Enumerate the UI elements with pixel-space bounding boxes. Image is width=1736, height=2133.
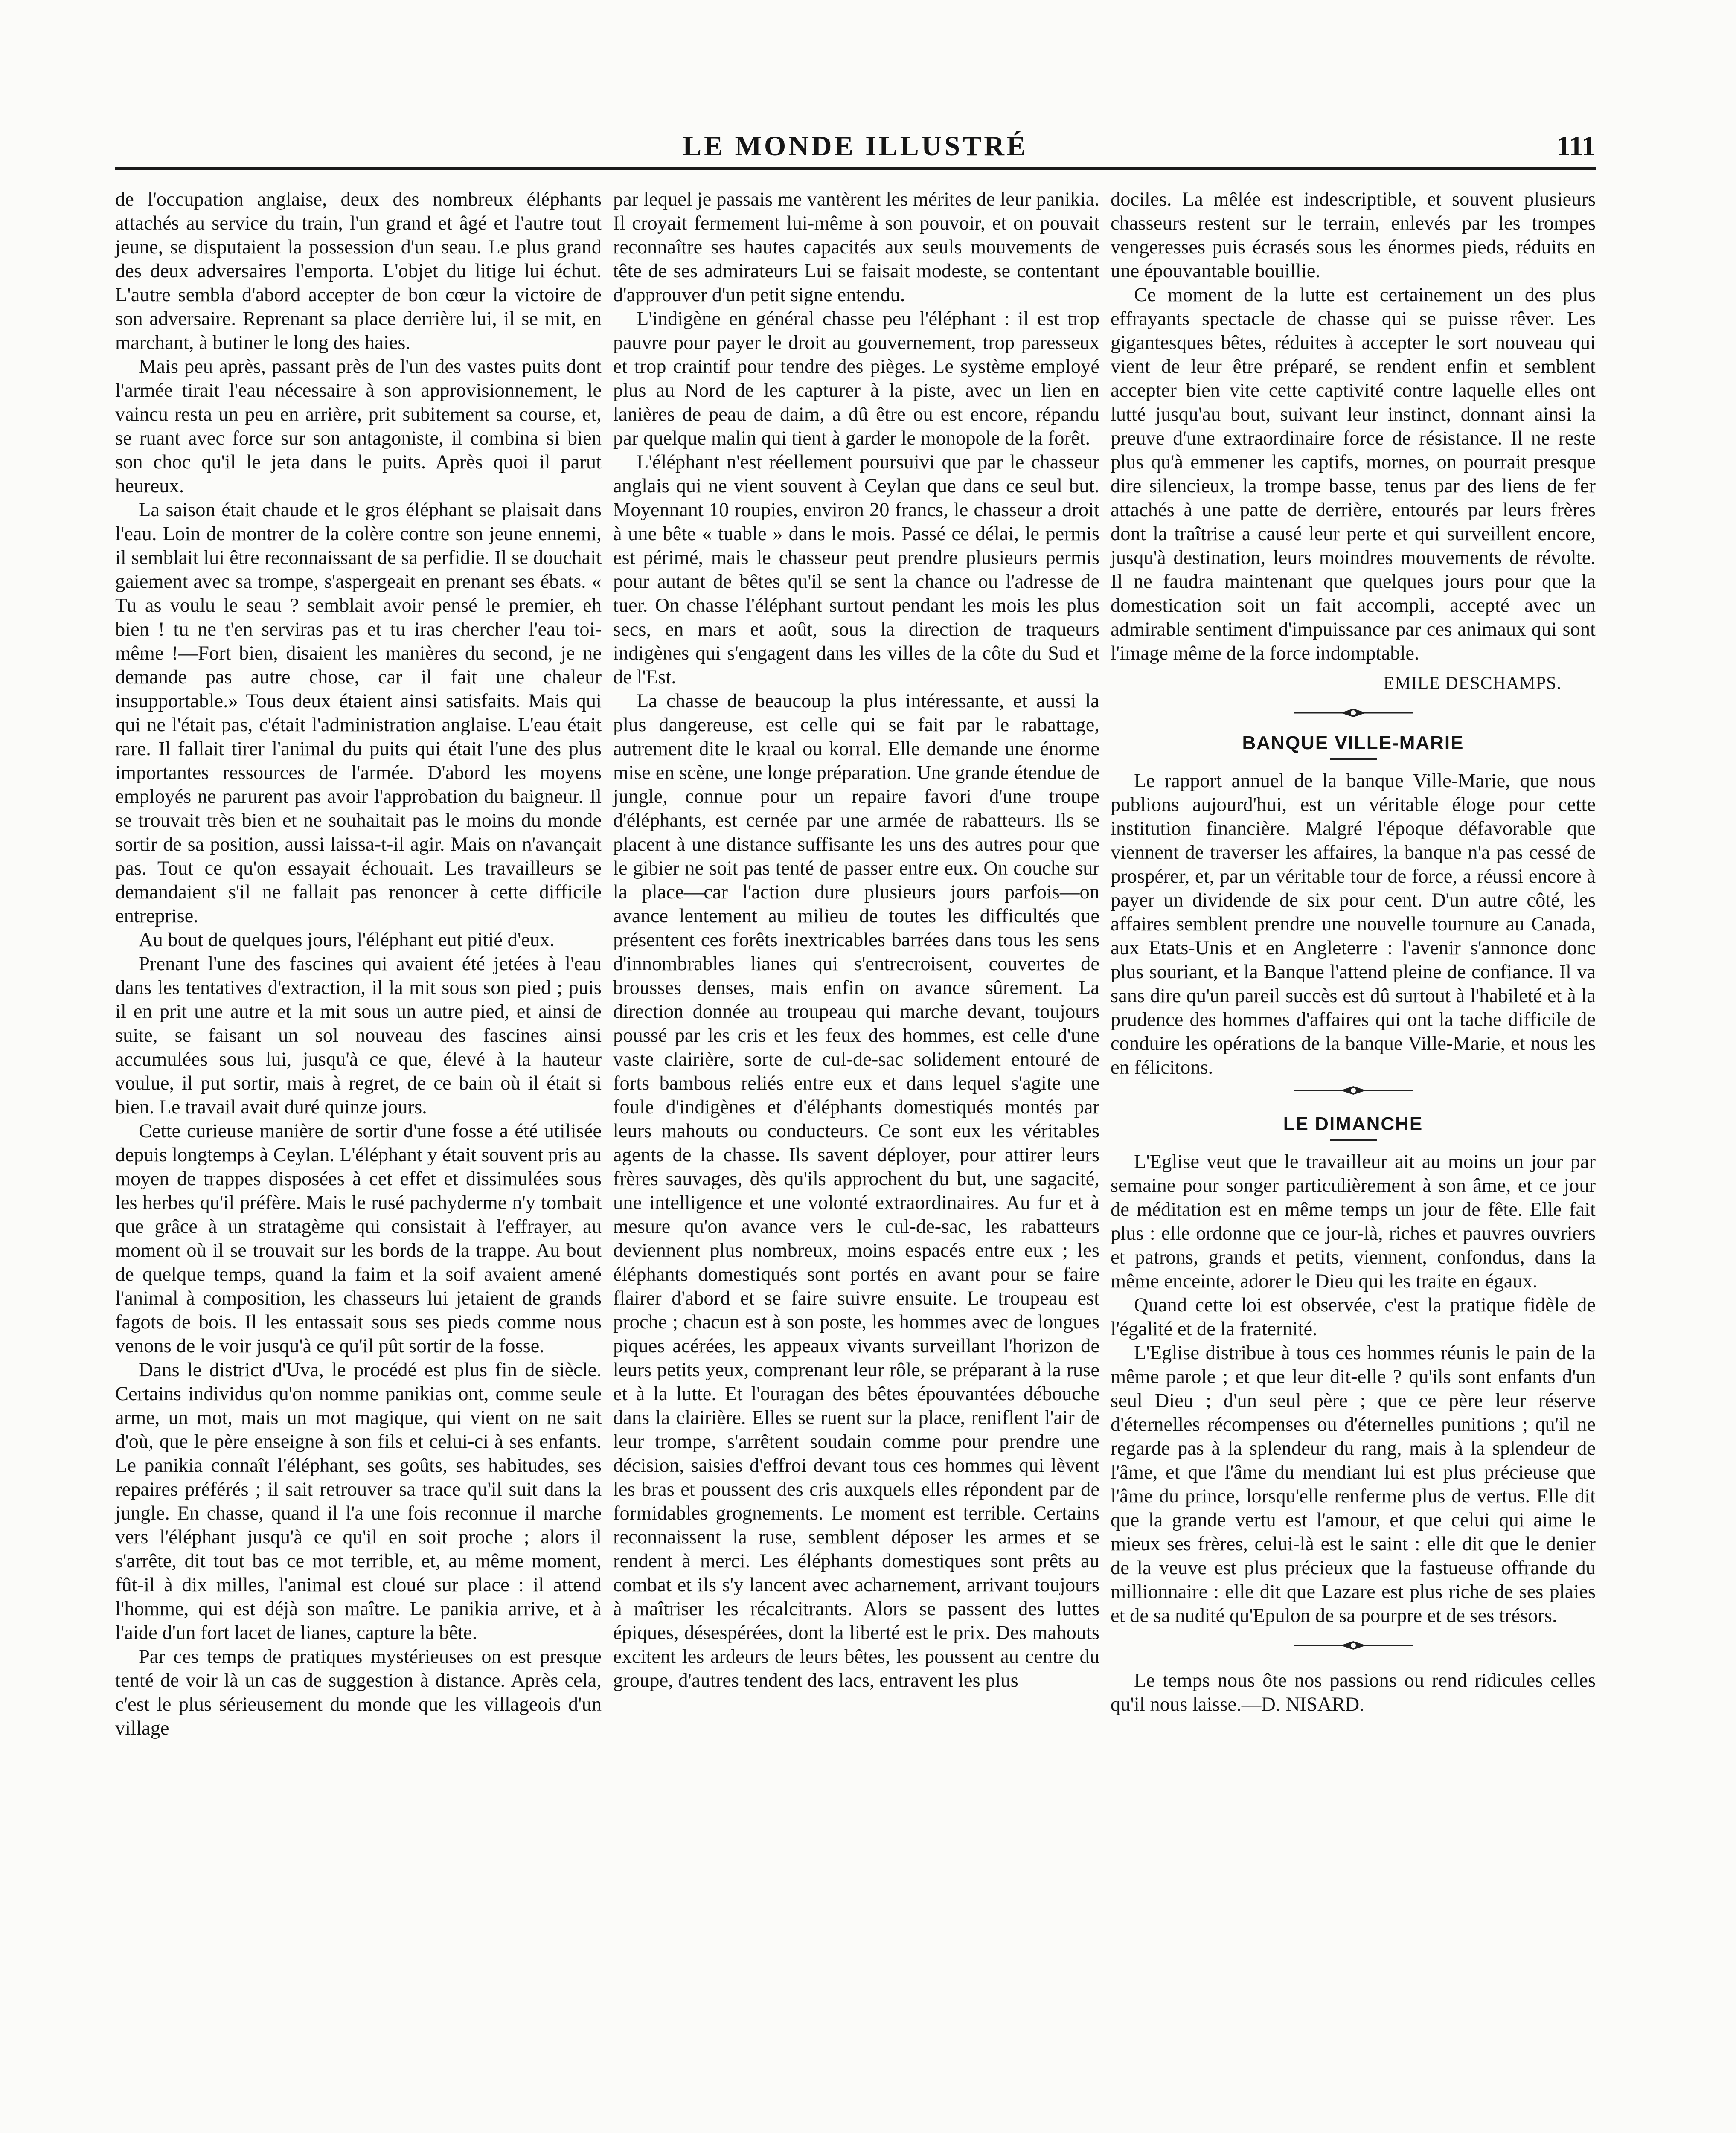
- paragraph: par lequel je passais me vantèrent les mérites de leur panikia. Il croyait fermement lui-même à son pouvoir, et on pouvait reconnaître ses hautes capacités aux seuls mouvements de tête de ses admirateurs Lui se faisait modeste, se contentant d'approuver d'un petit signe entendu.: [613, 189, 1099, 306]
- paragraph: La chasse de beaucoup la plus intéressante, et aussi la plus dangereuse, est celle qui se fait par le rabattage, autrement dite le kraal ou korral. Elle demande une énorme mise en scène, une longe préparation. Une grande étendue de jungle, connue pour un repaire favori d'une troupe d'éléphants, est cernée par une armée de rabatteurs. Ils se placent à une distance suffisante les uns des autres pour que le gibier ne soit pas tenté de passer entre eux. On couche sur la place—car l'action dure plusieurs jours parfois—on avance lentement au milieu de toutes les difficultés que présentent ces forêts inextricables barrées dans tous les sens d'innombrables lianes qui s'entrecroisent, couvertes de brousses denses, mais enfin on avance sûrement. La direction donnée au troupeau qui marche devant, toujours poussé par les cris et les feux des hommes, est celle d'une vaste clairière, sorte de cul-de-sac solidement entouré de forts bambous reliés entre eux et dans lequel s'agite une foule d'indigènes et d'éléphants domestiqués montés par leurs mahouts ou conducteurs. Ce sont eux les véritables agents de la chasse. Ils savent déployer, pour attirer leurs frères sauvages, dès qu'ils approchent du but, une sagacité, une intelligence et une volonté extraordinaires. Au fur et à mesure qu'on avance vers le cul-de-sac, les rabatteurs deviennent plus nombreux, moins espacés entre eux ; les éléphants domestiqués sont portés en avant pour se faire flairer d'abord et se faire suivre ensuite. Le troupeau est proche ; chacun est à son poste, les hommes avec de longues piques acérées, les appeaux vivants surveillant l'horizon de leurs petits yeux, comprenant leur rôle, se préparant à la ruse et à la lutte. Et l'ouragan des bêtes épouvantées débouche dans la clairière. Elles se ruent sur la place, reniflent l'air de leur trompe, s'arrêtent soudain comme pour prendre une décision, saisies d'effroi devant tous ces hommes qui lèvent les bras et poussent des cris auxquels elles répondent par de formidables grognements. Le moment est terrible. Certains reconnaissent la ruse, semblent déposer les armes et se rendent à merci. Les éléphants domestiques sont prêts au combat et ils s'y lancent avec acharnement, arrivant toujours à maîtriser les récalcitrants. Alors se passent des luttes épiques, désespérées, dont la liberté est le prix. Des mahouts excitent les ardeurs de leurs bêtes, les poussent au centre du groupe, d'autres tendent des lacs, entravent les plus: [613, 690, 1099, 1691]
- page-header: [115, 130, 1596, 177]
- column-2: [613, 188, 1099, 1693]
- paragraph: Par ces temps de pratiques mystérieuses on est presque tenté de voir là un cas de suggestion à distance. Après cela, c'est le plus sérieusement du monde que les villageois d'un village: [115, 1646, 602, 1739]
- paragraph: Cette curieuse manière de sortir d'une fosse a été utilisée depuis longtemps à Ceylan. L'éléphant y était souvent pris au moyen de trappes disposées à cet effet et dissimulées sous les herbes qu'il préfère. Mais le rusé pachyderme n'y tombait que grâce à un stratagème qui consistait à l'effrayer, au moment où il se trouvait sur les bords de la trappe. Au bout de quelque temps, quand la faim et la soif avaient amené l'animal à composition, les chasseurs lui jetaient de grands fagots de bois. Il les entassait sous ses pieds comme nous venons de le voir jusqu'à ce qu'il pût sortir de la fosse.: [115, 1120, 602, 1357]
- masthead: LE MONDE ILLUSTRÉ: [683, 131, 1028, 162]
- header-rule: [115, 167, 1596, 170]
- page-number: 111: [1556, 131, 1596, 162]
- paragraph: Mais peu après, passant près de l'un des vastes puits dont l'armée tirait l'eau nécessaire à son approvisionnement, le vaincu resta un peu en arrière, prit subitement sa course, et, se ruant avec force sur son antagoniste, il combina si bien son choc qu'il le jeta dans le puits. Après quoi il parut heureux.: [115, 356, 602, 497]
- column-1: [115, 188, 602, 1741]
- paragraph: dociles. La mêlée est indescriptible, et souvent plusieurs chasseurs restent sur le terrain, enlevés par les trompes vengeresses puis écrasés sous les énormes pieds, réduits en une épouvantable bouillie.: [1111, 189, 1596, 282]
- banque-section: [1111, 731, 1596, 1080]
- dimanche-section: [1111, 1112, 1596, 1628]
- column-3: [1111, 188, 1596, 1717]
- ornament-divider: [1285, 1084, 1422, 1097]
- paragraph: Le rapport annuel de la banque Ville-Marie, que nous publions aujourd'hui, est un véritable éloge pour cette institution financière. Malgré l'époque défavorable que viennent de traverser les affaires, la banque n'a pas cessé de prospérer, et, par un véritable tour de force, a réussi encore à payer un dividende de six pour cent. D'un autre côté, les affaires semblent prendre une nouvelle tournure au Canada, aux Etats-Unis et en Angleterre : l'avenir s'annonce donc plus souriant, et la Banque l'attend pleine de confiance. Il va sans dire qu'un pareil succès est dû surtout à l'habileté et à la prudence des hommes d'affaires qui ont la tache difficile de conduire les opérations de la banque Ville-Marie, et nous les en félicitons.: [1111, 770, 1596, 1078]
- paragraph: L'Eglise veut que le travailleur ait au moins un jour par semaine pour songer particulièrement à son âme, et ce jour de méditation est en même temps un jour de fête. Elle fait plus : elle ordonne que ce jour-là, riches et pauvres ouvriers et patrons, grands et petits, viennent, confondus, dans la même enceinte, adorer le Dieu qui les traite en égaux.: [1111, 1151, 1596, 1292]
- paragraph: La saison était chaude et le gros éléphant se plaisait dans l'eau. Loin de montrer de la colère contre son jeune ennemi, il semblait lui être reconnaissant de sa perfidie. Il se douchait gaiement avec sa trompe, s'aspergeait en prenant ses ébats. « Tu as voulu le seau ? semblait avoir pensé le premier, eh bien ! tu ne t'en serviras pas et tu iras chercher l'eau toi-même !—Fort bien, disaient les manières du second, je ne demande pas autre chose, car il fait une chaleur insupportable.» Tous deux étaient ainsi satisfaits. Mais qui qui ne l'était pas, c'était l'administration anglaise. L'eau était rare. Il fallait tirer l'animal du puits qui était l'une des plus importantes ressources de l'armée. D'abord les moyens employés ne parurent pas avoir l'approbation du baigneur. Il se trouvait très bien et ne souhaitait pas le moins du monde sortir de sa position, aussi laissa-t-il agir. Mais on n'avançait pas. Tout ce qu'on essayait échouait. Les travailleurs se demandaient s'il ne fallait pas renoncer à cette difficile entreprise.: [115, 499, 602, 927]
- paragraph: Quand cette loi est observée, c'est la pratique fidèle de l'égalité et de la fraternité.: [1111, 1294, 1596, 1340]
- ornament-divider: [1285, 1639, 1422, 1652]
- paragraph: de l'occupation anglaise, deux des nombreux éléphants attachés au service du train, l'un grand et âgé et l'autre tout jeune, se disputaient la possession d'un seau. Le plus grand des deux adversaires l'emporta. L'objet du litige lui échut. L'autre sembla d'abord accepter de bon cœur la victoire de son adversaire. Reprenant sa place derrière lui, il se mit, en marchant, à butiner le long des haies.: [115, 189, 602, 354]
- title-underline: [1330, 1139, 1377, 1141]
- section-title-banque: BANQUE VILLE-MARIE: [1242, 732, 1464, 753]
- article-signature: EMILE DESCHAMPS.: [1383, 674, 1562, 693]
- closing-quote: Le temps nous ôte nos passions ou rend ridicules celles qu'il nous laisse.—D. NISARD.: [1111, 1670, 1596, 1715]
- paragraph: L'Eglise distribue à tous ces hommes réunis le pain de la même parole ; et que leur dit-elle ? qu'ils sont enfants d'un seul Dieu ; d'un seul père ; que ce père leur réserve d'éternelles récompenses ou d'éternelles punitions ; qu'il ne regarde pas à la splendeur du rang, mais à la splendeur de l'âme, et que l'âme du mendiant lui est plus précieuse que l'âme du prince, lorsqu'elle renferme plus de vertus. Elle dit que la grande vertu est l'amour, et que celui qui aime le mieux ses frères, celui-là est le saint : elle dit que le denier de la veuve est plus précieux que la fastueuse offrande du millionnaire : elle dit que Lazare est plus riche de ses plaies et de sa nudité qu'Epulon de sa pourpre et de ses trésors.: [1111, 1342, 1596, 1627]
- paragraph: L'indigène en général chasse peu l'éléphant : il est trop pauvre pour payer le droit au gouvernement, trop paresseux et trop craintif pour tendre des pièges. Le système employé plus au Nord de les capturer à la piste, avec un lien en lanières de peau de daim, a dû être ou est encore, répandu par quelque malin qui tient à garder le monopole de la forêt.: [613, 308, 1099, 449]
- paragraph: Dans le district d'Uva, le procédé est plus fin de siècle. Certains individus qu'on nomme panikias ont, comme seule arme, un mot, mais un mot magique, qui vient on ne sait d'où, que le père enseigne à son fils et celui-ci à ses enfants. Le panikia connaît l'éléphant, ses goûts, ses habitudes, ses repaires préférés ; il sait retrouver sa trace qu'il suit dans la jungle. En chasse, quand il l'a une fois reconnue il marche vers l'éléphant jusqu'à ce qu'il en soit proche ; alors il s'arrête, dit tout bas ce mot terrible, et, au même moment, fût-il à dix milles, l'animal est cloué sur place : il attend l'homme, qui est déjà son maître. Le panikia arrive, et à l'aide d'un fort lacet de lianes, capture la bête.: [115, 1359, 602, 1644]
- section-title-dimanche: LE DIMANCHE: [1283, 1113, 1423, 1134]
- title-underline: [1330, 758, 1377, 760]
- paragraph: Ce moment de la lutte est certainement un des plus effrayants spectacle de chasse qui se puisse rêver. Les gigantesques bêtes, réduites à accepter le sort nouveau qui vient de leur être préparé, se rendent enfin et semblent accepter bien vite cette captivité contre laquelle elles ont lutté jusqu'au bout, suivant leur instinct, donnant ainsi la preuve d'une extraordinaire force de résistance. Il ne reste plus qu'à emmener les captifs, mornes, on pourrait presque dire silencieux, la trompe basse, tenus par des liens de fer attachés à une patte de derrière, entourés par leurs frères dont la traîtrise a causé leur perte et qui surveillent encore, jusqu'à destination, leurs moindres mouvements de révolte. Il ne faudra maintenant que quelques jours pour que la domestication soit un fait accompli, accepté avec un admirable sentiment d'impuissance par ces animaux qui sont l'image même de la force indomptable.: [1111, 284, 1596, 664]
- paragraph: Prenant l'une des fascines qui avaient été jetées à l'eau dans les tentatives d'extraction, il la mit sous son pied ; puis il en prit une autre et la mit sous un autre pied, et ainsi de suite, se faisant un sol nouveau des fascines ainsi accumulées sous lui, jusqu'à ce que, élevé à la hauteur voulue, il put sortir, mais à regret, de ce bain où il était si bien. Le travail avait duré quinze jours.: [115, 953, 602, 1118]
- paragraph: Au bout de quelques jours, l'éléphant eut pitié d'eux.: [139, 929, 555, 951]
- ornament-divider: [1285, 706, 1422, 719]
- paragraph: L'éléphant n'est réellement poursuivi que par le chasseur anglais qui ne vient souvent à Ceylan que dans ce seul but. Moyennant 10 roupies, environ 20 francs, le chasseur a droit à une bête « tuable » dans le mois. Passé ce délai, le permis est périmé, mais le chasseur peut prendre plusieurs permis pour autant de bêtes qu'il se sent la chance ou l'adresse de tuer. On chasse l'éléphant surtout pendant les mois les plus secs, en mars et août, sous la direction de traqueurs indigènes qui s'engagent dans les villes de la côte du Sud et de l'Est.: [613, 451, 1099, 688]
